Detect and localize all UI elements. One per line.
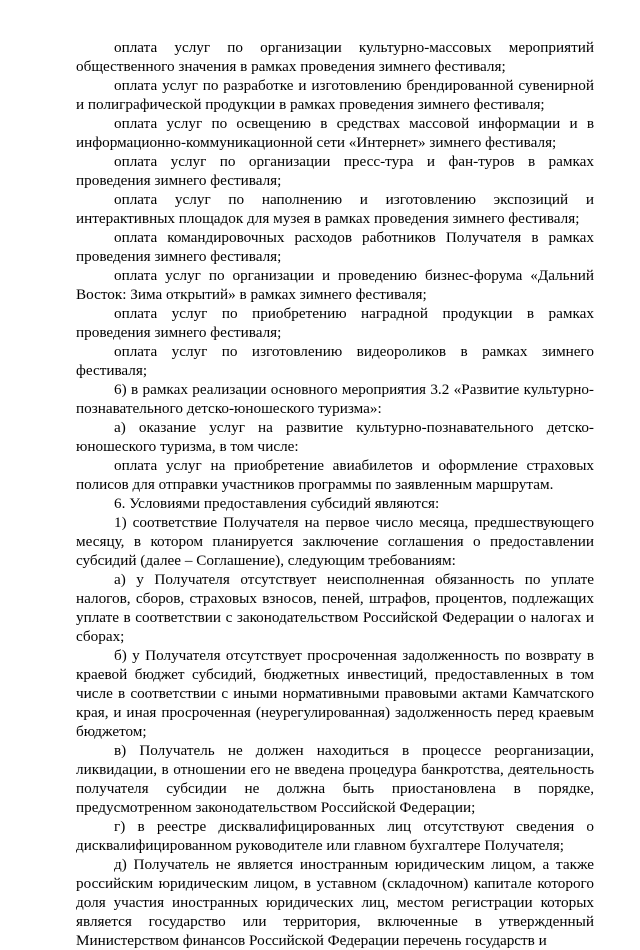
paragraph: а) оказание услуг на развитие культурно-познавательного детско-юношеского туризма, в том числе:	[76, 419, 594, 455]
paragraph: оплата услуг по изготовлению видеороликов в рамках зимнего фестиваля;	[76, 343, 594, 379]
paragraph: оплата услуг по приобретению наградной продукции в рамках проведения зимнего фестиваля;	[76, 305, 594, 341]
paragraph: оплата услуг на приобретение авиабилетов и оформление страховых полисов для отправки участников программы по заявленным маршрутам.	[76, 457, 594, 493]
paragraph: 6) в рамках реализации основного мероприятия 3.2 «Развитие культурно-познавательного детско-юношеского туризма»:	[76, 381, 594, 417]
paragraph: оплата услуг по разработке и изготовлению брендированной сувенирной и полиграфической продукции в рамках проведения зимнего фестиваля;	[76, 77, 594, 113]
document-page	[76, 38, 594, 950]
paragraph: оплата услуг по организации пресс-тура и фан-туров в рамках проведения зимнего фестиваля;	[76, 153, 594, 189]
paragraph: д) Получатель не является иностранным юридическим лицом, а также российским юридическим лицом, в уставном (складочном) капитале которого доля участия иностранных юридических лиц, местом регистрации которых является государство или территория, включенные в утвержденный Министерством финансов Российской Федерации перечень государств и	[76, 856, 594, 949]
paragraph: в) Получатель не должен находиться в процессе реорганизации, ликвидации, в отношении его не введена процедура банкротства, деятельность получателя субсидии не должна быть приостановлена в порядке, предусмотренном законодательством Российской Федерации;	[76, 742, 594, 816]
paragraph: г) в реестре дисквалифицированных лиц отсутствуют сведения о дисквалифицированном руководителе или главном бухгалтере Получателя;	[76, 818, 594, 854]
paragraph: 6. Условиями предоставления субсидий являются:	[114, 495, 440, 512]
paragraph: оплата командировочных расходов работников Получателя в рамках проведения зимнего фестиваля;	[76, 229, 594, 265]
paragraph: оплата услуг по наполнению и изготовлению экспозиций и интерактивных площадок для музея в рамках проведения зимнего фестиваля;	[76, 191, 594, 227]
paragraph: б) у Получателя отсутствует просроченная задолженность по возврату в краевой бюджет субсидий, бюджетных инвестиций, предоставленных в том числе в соответствии с иными нормативными правовыми актами Камчатского края, и иная просроченная (неурегулированная) задолженность перед краевым бюджетом;	[76, 647, 594, 740]
paragraph: оплата услуг по организации культурно-массовых мероприятий общественного значения в рамках проведения зимнего фестиваля;	[76, 39, 594, 75]
paragraph: а) у Получателя отсутствует неисполненная обязанность по уплате налогов, сборов, страховых взносов, пеней, штрафов, процентов, подлежащих уплате в соответствии с законодательством Российской Федерации о налогах и сборах;	[76, 571, 594, 645]
paragraph: оплата услуг по организации и проведению бизнес-форума «Дальний Восток: Зима открытий» в рамках зимнего фестиваля;	[76, 267, 594, 303]
paragraph: 1) соответствие Получателя на первое число месяца, предшествующего месяцу, в котором планируется заключение соглашения о предоставлении субсидий (далее – Соглашение), следующим требованиям:	[76, 514, 594, 569]
paragraph: оплата услуг по освещению в средствах массовой информации и в информационно-коммуникационной сети «Интернет» зимнего фестиваля;	[76, 115, 594, 151]
